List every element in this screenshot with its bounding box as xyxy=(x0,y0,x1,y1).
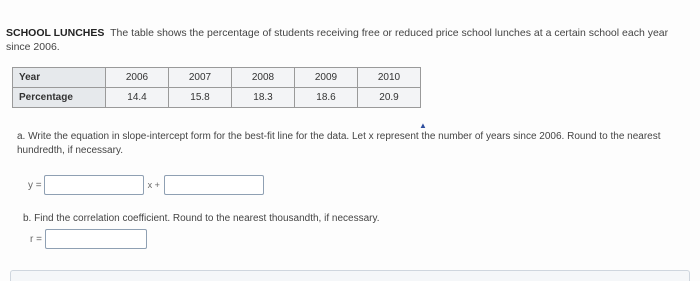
equation-row xyxy=(28,174,264,196)
problem-text: The table shows the percentage of students receiving free or reduced price school lunches at a certain school each year since 2006. xyxy=(6,27,669,53)
table-row-year xyxy=(13,68,421,88)
percentage-cell: 18.3 xyxy=(232,88,295,108)
percentage-cell: 18.6 xyxy=(295,88,358,108)
year-cell: 2010 xyxy=(358,68,421,88)
slope-input[interactable] xyxy=(44,175,144,195)
intercept-input[interactable] xyxy=(164,175,264,195)
year-cell: 2008 xyxy=(232,68,295,88)
part-a-question: a. Write the equation in slope-intercept form for the best-fit line for the data. Let x represent the number of years since 2006. Round to the nearest hundredth, if necessary. xyxy=(17,131,661,156)
row-label-year: Year xyxy=(13,68,106,88)
year-cell: 2006 xyxy=(106,68,169,88)
y-equals-label: y = xyxy=(28,179,42,191)
r-equals-label: r = xyxy=(30,233,42,245)
x-plus-label: x + xyxy=(147,180,160,190)
correlation-input[interactable] xyxy=(45,229,147,249)
data-table xyxy=(12,67,421,108)
problem-intro xyxy=(6,26,691,54)
problem-heading: SCHOOL LUNCHES xyxy=(6,27,105,39)
part-b-question: b. Find the correlation coefficient. Round to the nearest thousandth, if necessary. xyxy=(23,213,380,224)
year-cell: 2007 xyxy=(169,68,232,88)
row-label-percentage: Percentage xyxy=(13,88,106,108)
mouse-cursor-icon: ▲ xyxy=(419,121,427,130)
table-row-percentage xyxy=(13,88,421,108)
percentage-cell: 14.4 xyxy=(106,88,169,108)
r-row xyxy=(30,229,147,249)
year-cell: 2009 xyxy=(295,68,358,88)
percentage-cell: 15.8 xyxy=(169,88,232,108)
next-panel-edge xyxy=(10,270,690,281)
percentage-cell: 20.9 xyxy=(358,88,421,108)
